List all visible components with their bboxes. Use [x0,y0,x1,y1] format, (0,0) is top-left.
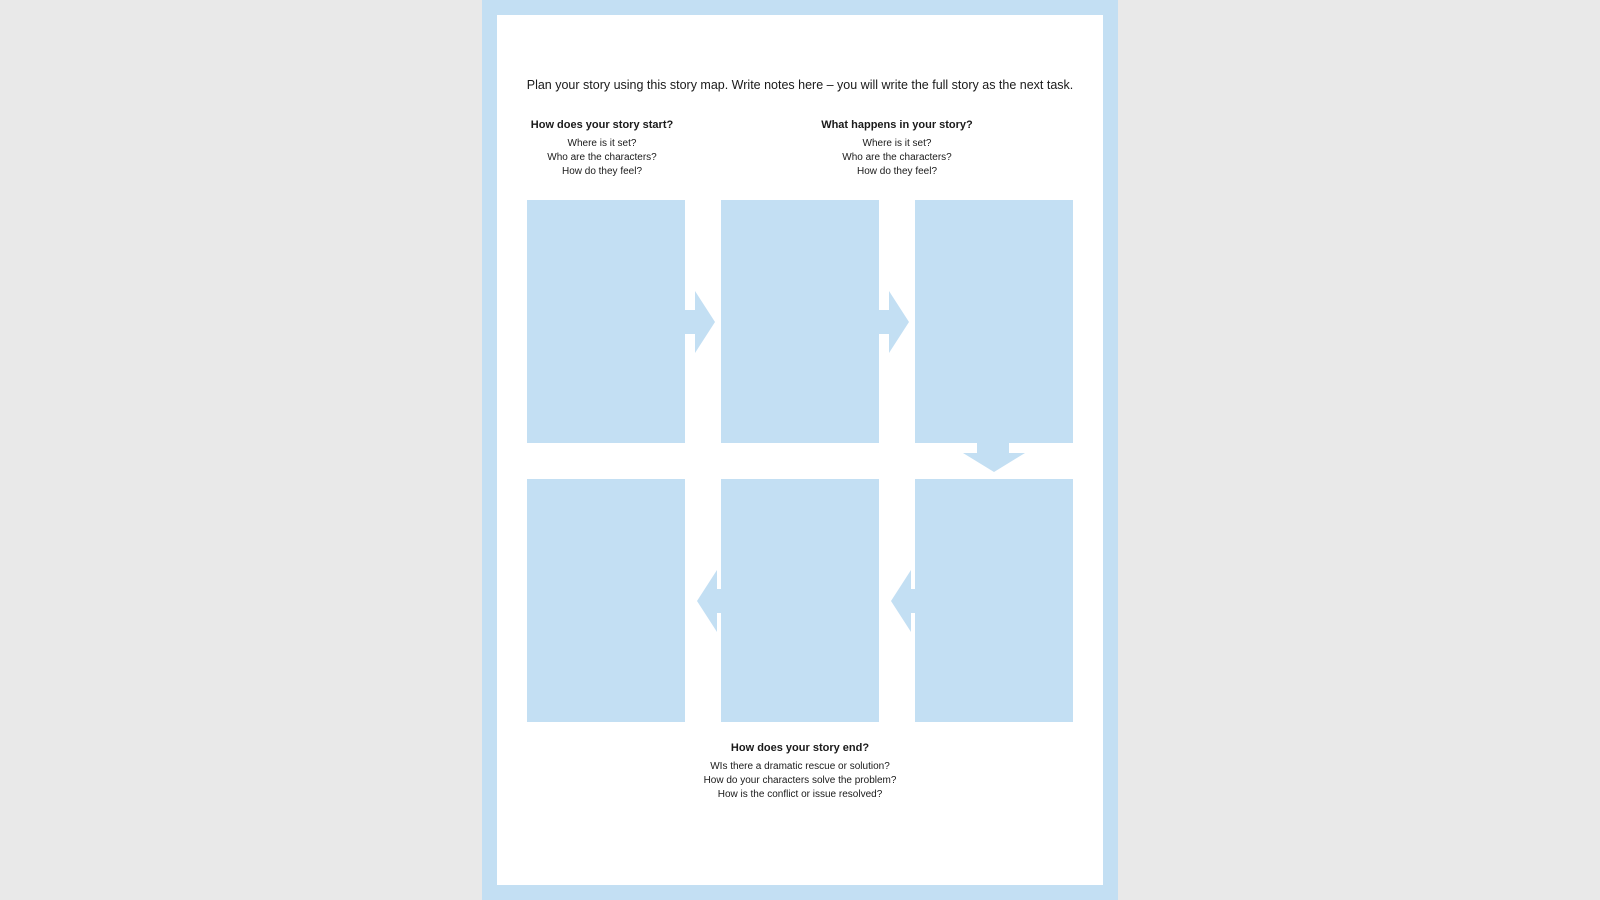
end-heading: How does your story end? [730,742,870,754]
end-question: How do your characters solve the problem? [703,775,897,786]
middle-prompt [797,119,997,179]
start-question: Who are the characters? [547,152,657,163]
worksheet-page [497,15,1103,885]
story-box-4[interactable] [915,479,1073,722]
end-prompt [680,742,920,802]
right-arrow-icon [685,291,715,353]
start-question: Where is it set? [567,138,637,149]
left-arrow-icon [891,570,921,632]
story-box-1[interactable] [527,200,685,443]
end-question: How is the conflict or issue resolved? [717,789,883,800]
down-arrow-icon [963,443,1025,472]
start-heading: How does your story start? [530,119,674,131]
story-box-3[interactable] [915,200,1073,443]
end-question: WIs there a dramatic rescue or solution? [710,761,890,772]
page-frame [482,0,1118,900]
middle-question: Where is it set? [862,138,932,149]
story-box-2[interactable] [721,200,879,443]
right-arrow-icon [879,291,909,353]
middle-question: Who are the characters? [842,152,952,163]
start-question: How do they feel? [561,166,643,177]
intro-text: Plan your story using this story map. Write notes here – you will write the full story as the next task. [526,78,1074,92]
story-box-6[interactable] [527,479,685,722]
middle-question: How do they feel? [856,166,938,177]
story-box-5[interactable] [721,479,879,722]
middle-heading: What happens in your story? [821,119,973,131]
start-prompt [517,119,687,179]
left-arrow-icon [697,570,727,632]
